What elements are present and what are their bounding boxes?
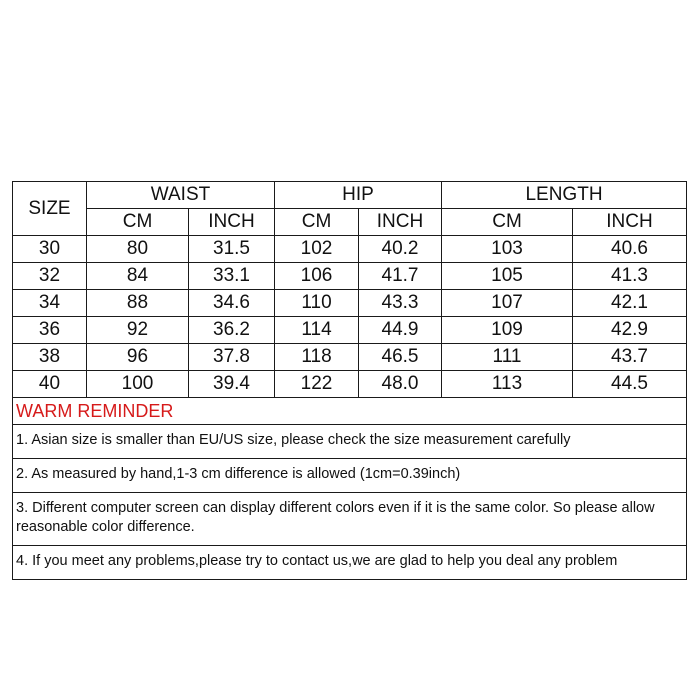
table-cell: 30 bbox=[13, 236, 87, 263]
table-cell: 102 bbox=[275, 236, 359, 263]
note-text: 3. Different computer screen can display different colors even if it is the same color. So please allow reasonable color difference. bbox=[13, 493, 687, 546]
waist-header: WAIST bbox=[87, 182, 275, 209]
table-row bbox=[13, 317, 687, 344]
table-cell: 44.9 bbox=[359, 317, 442, 344]
unit-header: INCH bbox=[189, 209, 275, 236]
reminder-title-row bbox=[13, 398, 687, 425]
table-cell: 106 bbox=[275, 263, 359, 290]
table-row bbox=[13, 263, 687, 290]
table-cell: 42.1 bbox=[573, 290, 687, 317]
note-text: 2. As measured by hand,1-3 cm difference is allowed (1cm=0.39inch) bbox=[13, 459, 687, 493]
table-row bbox=[13, 344, 687, 371]
table-row bbox=[13, 236, 687, 263]
note-row bbox=[13, 425, 687, 459]
table-cell: 114 bbox=[275, 317, 359, 344]
table-cell: 34 bbox=[13, 290, 87, 317]
table-cell: 105 bbox=[442, 263, 573, 290]
table-cell: 113 bbox=[442, 371, 573, 398]
note-row bbox=[13, 546, 687, 580]
table-cell: 84 bbox=[87, 263, 189, 290]
size-chart bbox=[12, 181, 686, 580]
table-cell: 40 bbox=[13, 371, 87, 398]
note-text: 1. Asian size is smaller than EU/US size, please check the size measurement carefully bbox=[13, 425, 687, 459]
table-cell: 100 bbox=[87, 371, 189, 398]
table-cell: 38 bbox=[13, 344, 87, 371]
unit-header: INCH bbox=[573, 209, 687, 236]
group-header-row bbox=[13, 182, 687, 209]
table-cell: 36 bbox=[13, 317, 87, 344]
table-cell: 80 bbox=[87, 236, 189, 263]
unit-header: CM bbox=[442, 209, 573, 236]
note-text: 4. If you meet any problems,please try to contact us,we are glad to help you deal any problem bbox=[13, 546, 687, 580]
table-cell: 48.0 bbox=[359, 371, 442, 398]
table-cell: 88 bbox=[87, 290, 189, 317]
table-cell: 92 bbox=[87, 317, 189, 344]
note-row bbox=[13, 459, 687, 493]
table-cell: 34.6 bbox=[189, 290, 275, 317]
unit-header-row bbox=[13, 209, 687, 236]
table-row bbox=[13, 371, 687, 398]
table-cell: 103 bbox=[442, 236, 573, 263]
table-cell: 32 bbox=[13, 263, 87, 290]
table-cell: 39.4 bbox=[189, 371, 275, 398]
table-cell: 43.7 bbox=[573, 344, 687, 371]
table-cell: 111 bbox=[442, 344, 573, 371]
table-cell: 43.3 bbox=[359, 290, 442, 317]
table-cell: 96 bbox=[87, 344, 189, 371]
reminder-section bbox=[13, 398, 687, 580]
table-cell: 118 bbox=[275, 344, 359, 371]
table-cell: 122 bbox=[275, 371, 359, 398]
note-row bbox=[13, 493, 687, 546]
table-cell: 110 bbox=[275, 290, 359, 317]
size-header: SIZE bbox=[13, 182, 87, 236]
table-cell: 41.3 bbox=[573, 263, 687, 290]
table-cell: 36.2 bbox=[189, 317, 275, 344]
table-row bbox=[13, 290, 687, 317]
table-cell: 31.5 bbox=[189, 236, 275, 263]
hip-header: HIP bbox=[275, 182, 442, 209]
size-table bbox=[12, 181, 687, 580]
unit-header: CM bbox=[275, 209, 359, 236]
table-cell: 107 bbox=[442, 290, 573, 317]
reminder-title: WARM REMINDER bbox=[13, 398, 687, 425]
table-cell: 46.5 bbox=[359, 344, 442, 371]
table-cell: 37.8 bbox=[189, 344, 275, 371]
unit-header: INCH bbox=[359, 209, 442, 236]
unit-header: CM bbox=[87, 209, 189, 236]
length-header: LENGTH bbox=[442, 182, 687, 209]
table-cell: 109 bbox=[442, 317, 573, 344]
table-cell: 40.2 bbox=[359, 236, 442, 263]
table-cell: 41.7 bbox=[359, 263, 442, 290]
table-cell: 42.9 bbox=[573, 317, 687, 344]
table-cell: 40.6 bbox=[573, 236, 687, 263]
table-cell: 44.5 bbox=[573, 371, 687, 398]
table-cell: 33.1 bbox=[189, 263, 275, 290]
